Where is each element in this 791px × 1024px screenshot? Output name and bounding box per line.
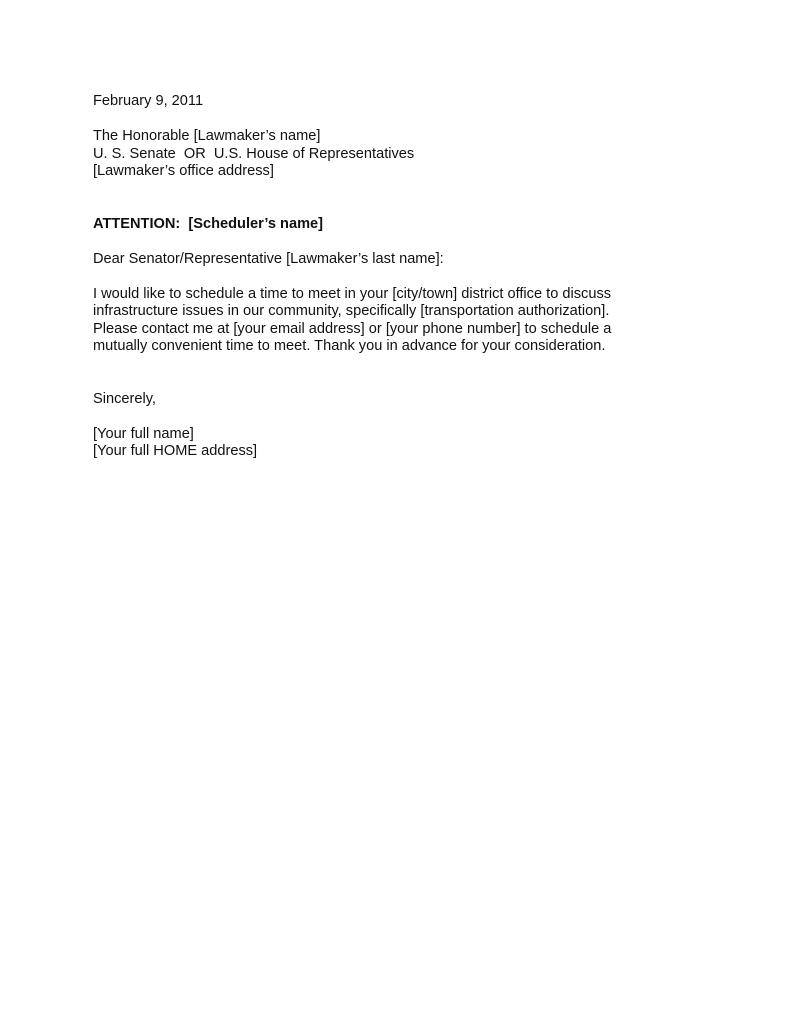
body-line: Please contact me at [your email address] or [your phone number] to schedule a — [93, 320, 612, 337]
closing: Sincerely, — [93, 390, 156, 407]
signature-address: [Your full HOME address] — [93, 443, 258, 459]
signature-name: [Your full name] — [93, 425, 194, 442]
signature-block — [93, 426, 693, 461]
recipient-line-address: [Lawmaker’s office address] — [93, 163, 274, 179]
recipient-address-block — [93, 128, 693, 181]
spacer — [93, 408, 693, 426]
recipient-line-chamber: U. S. Senate OR U.S. House of Representatives — [93, 145, 415, 162]
body-line: mutually convenient time to meet. Thank you in advance for your consideration. — [93, 338, 606, 354]
letter-body — [93, 93, 693, 461]
spacer — [93, 268, 693, 286]
body-line: infrastructure issues in our community, specifically [transportation authorization]. — [93, 303, 610, 319]
spacer — [93, 356, 693, 374]
letter-date: February 9, 2011 — [93, 93, 204, 109]
spacer — [93, 181, 693, 199]
spacer — [93, 373, 693, 391]
body-paragraph — [93, 286, 693, 356]
attention-line: ATTENTION: [Scheduler’s name] — [93, 215, 324, 232]
recipient-line-name: The Honorable [Lawmaker’s name] — [93, 128, 321, 144]
spacer — [93, 111, 693, 129]
body-line: I would like to schedule a time to meet in your [city/town] district office to discuss — [93, 285, 612, 302]
salutation: Dear Senator/Representative [Lawmaker’s last name]: — [93, 250, 444, 267]
spacer — [93, 233, 693, 251]
spacer — [93, 198, 693, 216]
